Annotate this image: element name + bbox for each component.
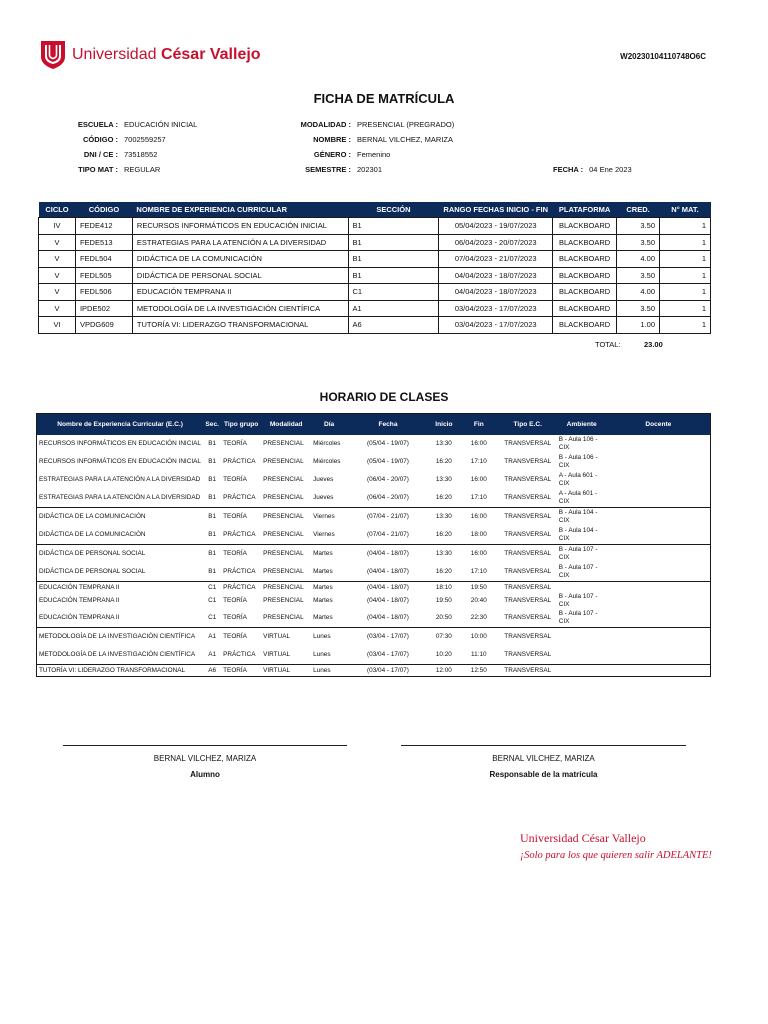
schedule-fin-cell: 11:10 xyxy=(471,651,487,658)
schedule-ambiente-cell: B - Aula 107 - CIX xyxy=(558,593,598,608)
course-rango-cell: 04/04/2023 - 18/07/2023 xyxy=(439,284,553,301)
footer-slogan: ¡Solo para los que quieren salir ADELANTE! xyxy=(520,850,712,861)
course-nombre-cell: DIDÁCTICA DE LA COMUNICACIÓN xyxy=(132,251,348,268)
course-nmat-cell: 1 xyxy=(660,284,711,301)
schedule-ec-name-cell: DIDÁCTICA DE PERSONAL SOCIAL xyxy=(37,545,204,564)
student-name: BERNAL VILCHEZ, MARIZA xyxy=(153,754,257,763)
course-cred-cell: 1.00 xyxy=(617,317,660,334)
schedule-fecha-cell: (04/04 - 18/07) xyxy=(367,568,409,575)
schedule-modalidad-cell: PRESENCIAL xyxy=(263,531,304,538)
fecha-value: 04 Ene 2023 xyxy=(589,165,632,174)
col-rango: RANGO FECHAS INICIO - FIN xyxy=(439,202,553,218)
semestre-label: SEMESTRE : xyxy=(305,165,351,174)
course-rango-cell: 03/04/2023 - 17/07/2023 xyxy=(439,317,553,334)
course-rango-cell: 03/04/2023 - 17/07/2023 xyxy=(439,300,553,317)
schedule-docente-cell xyxy=(607,646,711,665)
course-seccion-cell: A6 xyxy=(348,317,439,334)
fecha-label: FECHA : xyxy=(553,165,584,174)
schedule-sec-cell: B1 xyxy=(208,494,217,501)
course-plataforma-cell: BLACKBOARD xyxy=(553,267,617,284)
schedule-dia-cell: Miércoles xyxy=(313,458,341,465)
schedule-fecha-cell: (03/04 - 17/07) xyxy=(347,628,429,647)
schedule-ambiente-cell: B - Aula 107 - CIX xyxy=(558,610,598,625)
course-codigo-cell: IPDE502 xyxy=(75,300,132,317)
schedule-docente-cell xyxy=(607,582,711,594)
responsible-name: BERNAL VILCHEZ, MARIZA xyxy=(492,754,595,763)
course-nombre-cell: EDUCACIÓN TEMPRANA II xyxy=(132,284,348,301)
course-row xyxy=(39,317,711,334)
schedule-tipo-grupo-cell: TEORÍA xyxy=(221,545,261,564)
schedule-fecha-cell: (06/04 - 20/07) xyxy=(367,476,409,483)
modalidad-value: PRESENCIAL (PREGRADO) xyxy=(357,120,455,129)
schedule-docente-cell xyxy=(607,628,711,647)
schedule-docente-cell xyxy=(607,471,711,489)
schedule-fin-cell: 19:50 xyxy=(459,582,499,594)
course-plataforma-cell: BLACKBOARD xyxy=(553,251,617,268)
schedule-tipo-grupo-cell: PRÁCTICA xyxy=(223,568,256,575)
schedule-fin-cell: 18:00 xyxy=(470,531,487,538)
schedule-tipo-grupo-cell: PRÁCTICA xyxy=(223,494,256,501)
schedule-row xyxy=(37,526,711,545)
course-rango-cell: 04/04/2023 - 18/07/2023 xyxy=(439,267,553,284)
schedule-tipo-ec-cell: TRANSVERSAL xyxy=(504,531,552,538)
course-row xyxy=(39,267,711,284)
schedule-fecha-cell: (07/04 - 21/07) xyxy=(347,508,429,527)
schedule-tipo-ec-cell: TRANSVERSAL xyxy=(504,458,552,465)
footer-brand: Universidad César Vallejo xyxy=(520,831,646,845)
course-seccion-cell: B1 xyxy=(348,251,439,268)
course-nombre-cell: TUTORÍA VI: LIDERAZGO TRANSFORMACIONAL xyxy=(132,317,348,334)
nombre-value: BERNAL VILCHEZ, MARIZA xyxy=(357,135,453,144)
schedule-docente-cell xyxy=(607,609,711,628)
schedule-ec-name-cell: METODOLOGÍA DE LA INVESTIGACIÓN CIENTÍFICA xyxy=(37,628,204,647)
course-nombre-cell: RECURSOS INFORMÁTICOS EN EDUCACIÓN INICIAL xyxy=(132,218,348,235)
course-codigo-cell: FEDL506 xyxy=(75,284,132,301)
course-seccion-cell: B1 xyxy=(348,234,439,251)
course-row xyxy=(39,251,711,268)
course-nombre-cell: METODOLOGÍA DE LA INVESTIGACIÓN CIENTÍFICA xyxy=(132,300,348,317)
logo-wordmark: Universidad César Vallejo xyxy=(72,46,261,63)
course-plataforma-cell: BLACKBOARD xyxy=(553,317,617,334)
course-ciclo-cell: V xyxy=(39,300,76,317)
course-codigo-cell: FEDL505 xyxy=(75,267,132,284)
col-modalidad: Modalidad xyxy=(261,414,311,436)
schedule-inicio-cell: 16:20 xyxy=(435,531,452,538)
course-cred-cell: 3.50 xyxy=(617,267,660,284)
schedule-docente-cell xyxy=(607,526,711,545)
schedule-ambiente-cell: B - Aula 106 - CIX xyxy=(558,436,598,451)
schedule-row xyxy=(37,582,711,594)
schedule-fin-cell: 12:50 xyxy=(459,665,499,677)
schedule-fecha-cell: (04/04 - 18/07) xyxy=(347,582,429,594)
schedule-fecha-cell: (07/04 - 21/07) xyxy=(367,531,409,538)
schedule-tipo-ec-cell: TRANSVERSAL xyxy=(504,614,552,621)
genero-label: GÉNERO : xyxy=(313,150,351,159)
col-plataforma: PLATAFORMA xyxy=(553,202,617,218)
schedule-dia-cell: Lunes xyxy=(311,665,347,677)
schedule-modalidad-cell: PRESENCIAL xyxy=(263,494,304,501)
col-docente: Docente xyxy=(607,414,711,436)
ucv-shield-icon xyxy=(40,40,66,70)
schedule-tipo-ec-cell: TRANSVERSAL xyxy=(499,508,557,527)
schedule-dia-cell: Martes xyxy=(311,545,347,564)
schedule-tipo-ec-cell: TRANSVERSAL xyxy=(504,476,552,483)
schedule-fecha-cell: (06/04 - 20/07) xyxy=(367,494,409,501)
schedule-ambiente-cell xyxy=(557,665,607,677)
schedule-sec-cell: A6 xyxy=(203,665,221,677)
schedule-sec-cell: B1 xyxy=(208,568,217,575)
semestre-value: 202301 xyxy=(357,165,383,174)
schedule-row xyxy=(37,508,711,527)
schedule-fin-cell: 16:00 xyxy=(459,545,499,564)
course-ciclo-cell: VI xyxy=(39,317,76,334)
schedule-ambiente-cell: A - Aula 601 - CIX xyxy=(558,472,598,487)
schedule-ec-name-cell: RECURSOS INFORMÁTICOS EN EDUCACIÓN INICIAL xyxy=(39,458,201,465)
schedule-fecha-cell: (04/04 - 18/07) xyxy=(347,545,429,564)
course-ciclo-cell: V xyxy=(39,267,76,284)
schedule-ambiente-cell: B - Aula 107 - CIX xyxy=(557,545,607,564)
schedule-fin-cell: 16:00 xyxy=(470,440,487,447)
schedule-ec-name-cell: EDUCACIÓN TEMPRANA II xyxy=(37,582,204,594)
schedule-ambiente-cell: B - Aula 106 - CIX xyxy=(558,454,598,469)
dni-value: 73518552 xyxy=(124,150,158,159)
schedule-tipo-ec-cell: TRANSVERSAL xyxy=(499,545,557,564)
schedule-fecha-cell: (04/04 - 18/07) xyxy=(367,614,409,621)
schedule-fecha-cell: (03/04 - 17/07) xyxy=(367,651,409,658)
col-cred: CRED. xyxy=(617,202,660,218)
schedule-tipo-ec-cell: TRANSVERSAL xyxy=(499,582,557,594)
schedule-modalidad-cell: PRESENCIAL xyxy=(263,440,304,447)
schedule-fin-cell: 10:00 xyxy=(459,628,499,647)
course-seccion-cell: A1 xyxy=(348,300,439,317)
document-id: W20230104110748O6C xyxy=(620,52,706,61)
course-ciclo-cell: IV xyxy=(39,218,76,235)
courses-header-row xyxy=(39,202,711,218)
col-nmat: N° MAT. xyxy=(660,202,711,218)
schedule-row xyxy=(37,489,711,508)
schedule-tipo-grupo-cell: TEORÍA xyxy=(223,440,247,447)
schedule-row xyxy=(37,545,711,564)
schedule-modalidad-cell: PRESENCIAL xyxy=(263,476,304,483)
schedule-docente-cell xyxy=(607,489,711,508)
col-seccion: SECCIÓN xyxy=(348,202,439,218)
schedule-sec-cell: C1 xyxy=(203,582,221,594)
col-codigo: CÓDIGO xyxy=(75,202,132,218)
schedule-ec-name-cell: DIDÁCTICA DE PERSONAL SOCIAL xyxy=(39,568,146,575)
col-tipo-grupo: Tipo grupo xyxy=(221,414,261,436)
course-row xyxy=(39,234,711,251)
schedule-row xyxy=(37,435,711,453)
course-seccion-cell: B1 xyxy=(348,267,439,284)
schedule-docente-cell xyxy=(607,545,711,564)
schedule-ec-name-cell: RECURSOS INFORMÁTICOS EN EDUCACIÓN INICIAL xyxy=(39,440,201,447)
schedule-inicio-cell: 13:30 xyxy=(435,440,452,447)
course-codigo-cell: FEDL504 xyxy=(75,251,132,268)
schedule-dia-cell: Lunes xyxy=(311,628,347,647)
course-cred-cell: 3.50 xyxy=(617,218,660,235)
schedule-title: HORARIO DE CLASES xyxy=(319,390,449,404)
schedule-tipo-grupo-cell: TEORÍA xyxy=(223,614,247,621)
schedule-sec-cell: C1 xyxy=(208,614,217,621)
schedule-tipo-grupo-cell: PRÁCTICA xyxy=(223,531,256,538)
course-plataforma-cell: BLACKBOARD xyxy=(553,234,617,251)
schedule-ambiente-cell: B - Aula 104 - CIX xyxy=(558,527,598,542)
escuela-label: ESCUELA : xyxy=(77,120,118,129)
course-codigo-cell: FEDE513 xyxy=(75,234,132,251)
col-ambiente: Ambiente xyxy=(557,414,607,436)
schedule-tipo-ec-cell: TRANSVERSAL xyxy=(499,665,557,677)
course-rango-cell: 07/04/2023 - 21/07/2023 xyxy=(439,251,553,268)
course-nmat-cell: 1 xyxy=(660,218,711,235)
col-ciclo: CICLO xyxy=(39,202,76,218)
schedule-modalidad-cell: VIRTUAL xyxy=(261,665,311,677)
schedule-inicio-cell: 16:20 xyxy=(435,458,452,465)
schedule-table xyxy=(36,413,711,677)
course-nombre-cell: DIDÁCTICA DE PERSONAL SOCIAL xyxy=(132,267,348,284)
total-credits: 23.00 xyxy=(644,340,663,349)
schedule-tipo-grupo-cell: PRÁCTICA xyxy=(221,582,261,594)
course-plataforma-cell: BLACKBOARD xyxy=(553,300,617,317)
schedule-row xyxy=(37,646,711,665)
schedule-tipo-grupo-cell: TEORÍA xyxy=(223,597,247,604)
course-nmat-cell: 1 xyxy=(660,251,711,268)
schedule-modalidad-cell: PRESENCIAL xyxy=(263,597,304,604)
schedule-modalidad-cell: PRESENCIAL xyxy=(263,614,304,621)
schedule-modalidad-cell: PRESENCIAL xyxy=(263,458,304,465)
schedule-tipo-grupo-cell: TEORÍA xyxy=(221,628,261,647)
schedule-ambiente-cell: A - Aula 601 - CIX xyxy=(558,490,598,505)
schedule-tipo-grupo-cell: PRÁCTICA xyxy=(223,651,256,658)
course-row xyxy=(39,218,711,235)
total-label: TOTAL: xyxy=(595,340,621,349)
schedule-row xyxy=(37,563,711,582)
schedule-tipo-grupo-cell: TEORÍA xyxy=(223,476,247,483)
schedule-docente-cell xyxy=(607,593,711,609)
schedule-inicio-cell: 10:20 xyxy=(435,651,452,658)
schedule-dia-cell: Martes xyxy=(311,582,347,594)
col-dia: Día xyxy=(311,414,347,436)
schedule-dia-cell: Miércoles xyxy=(313,440,341,447)
course-ciclo-cell: V xyxy=(39,234,76,251)
course-codigo-cell: VPDG609 xyxy=(75,317,132,334)
schedule-tipo-grupo-cell: TEORÍA xyxy=(221,665,261,677)
schedule-modalidad-cell: PRESENCIAL xyxy=(261,545,311,564)
schedule-fecha-cell: (04/04 - 18/07) xyxy=(367,597,409,604)
schedule-ec-name-cell: DIDÁCTICA DE LA COMUNICACIÓN xyxy=(37,508,204,527)
schedule-sec-cell: B1 xyxy=(208,476,217,483)
courses-table xyxy=(38,202,711,334)
schedule-ec-name-cell: ESTRATEGIAS PARA LA ATENCIÓN A LA DIVERSIDAD xyxy=(39,494,201,501)
page-title: FICHA DE MATRÍCULA xyxy=(313,91,455,106)
schedule-tipo-ec-cell: TRANSVERSAL xyxy=(504,597,552,604)
col-inicio: Inicio xyxy=(429,414,459,436)
schedule-dia-cell: Jueves xyxy=(313,494,334,501)
schedule-tipo-ec-cell: TRANSVERSAL xyxy=(504,651,552,658)
modalidad-label: MODALIDAD : xyxy=(300,120,351,129)
schedule-ambiente-cell: B - Aula 107 - CIX xyxy=(558,564,598,579)
course-plataforma-cell: BLACKBOARD xyxy=(553,284,617,301)
course-ciclo-cell: V xyxy=(39,284,76,301)
col-ec-name: Nombre de Experiencia Curricular (E.C.) xyxy=(37,414,204,436)
schedule-fin-cell: 20:40 xyxy=(470,597,487,604)
course-nmat-cell: 1 xyxy=(660,267,711,284)
schedule-tipo-ec-cell: TRANSVERSAL xyxy=(504,494,552,501)
schedule-inicio-cell: 16:20 xyxy=(435,494,452,501)
codigo-value: 7002559257 xyxy=(124,135,166,144)
codigo-label: CÓDIGO : xyxy=(83,135,118,144)
schedule-row xyxy=(37,593,711,609)
schedule-inicio-cell: 16:20 xyxy=(435,568,452,575)
schedule-row xyxy=(37,453,711,471)
schedule-fecha-cell: (05/04 - 19/07) xyxy=(367,458,409,465)
course-nmat-cell: 1 xyxy=(660,234,711,251)
schedule-ambiente-cell: B - Aula 104 - CIX xyxy=(557,508,607,527)
schedule-fecha-cell: (05/04 - 19/07) xyxy=(367,440,409,447)
schedule-row xyxy=(37,609,711,628)
schedule-inicio-cell: 20:50 xyxy=(435,614,452,621)
schedule-fin-cell: 17:10 xyxy=(470,458,487,465)
tipo-mat-label: TIPO MAT : xyxy=(78,165,118,174)
schedule-dia-cell: Lunes xyxy=(313,651,331,658)
schedule-ec-name-cell: EDUCACIÓN TEMPRANA II xyxy=(39,597,120,604)
schedule-inicio-cell: 13:30 xyxy=(435,476,452,483)
course-row xyxy=(39,300,711,317)
course-nmat-cell: 1 xyxy=(660,300,711,317)
schedule-header-row xyxy=(37,414,711,436)
schedule-dia-cell: Martes xyxy=(313,597,333,604)
schedule-docente-cell xyxy=(607,665,711,677)
schedule-row xyxy=(37,628,711,647)
schedule-modalidad-cell: VIRTUAL xyxy=(261,628,311,647)
schedule-inicio-cell: 12:00 xyxy=(429,665,459,677)
student-role: Alumno xyxy=(190,770,220,779)
schedule-docente-cell xyxy=(607,435,711,453)
schedule-modalidad-cell: PRESENCIAL xyxy=(261,582,311,594)
tipo-mat-value: REGULAR xyxy=(124,165,161,174)
course-row xyxy=(39,284,711,301)
course-cred-cell: 4.00 xyxy=(617,251,660,268)
info-right-column xyxy=(293,117,454,177)
schedule-fin-cell: 16:00 xyxy=(470,476,487,483)
schedule-tipo-ec-cell: TRANSVERSAL xyxy=(504,568,552,575)
course-cred-cell: 3.50 xyxy=(617,300,660,317)
schedule-modalidad-cell: PRESENCIAL xyxy=(261,508,311,527)
course-seccion-cell: B1 xyxy=(348,218,439,235)
responsible-role: Responsable de la matrícula xyxy=(489,770,598,779)
course-plataforma-cell: BLACKBOARD xyxy=(553,218,617,235)
schedule-ec-name-cell: ESTRATEGIAS PARA LA ATENCIÓN A LA DIVERSIDAD xyxy=(39,476,201,483)
schedule-row xyxy=(37,471,711,489)
info-left-column xyxy=(68,117,197,177)
course-codigo-cell: FEDE412 xyxy=(75,218,132,235)
schedule-inicio-cell: 07:30 xyxy=(429,628,459,647)
course-rango-cell: 05/04/2023 - 19/07/2023 xyxy=(439,218,553,235)
schedule-sec-cell: C1 xyxy=(208,597,217,604)
schedule-docente-cell xyxy=(607,508,711,527)
schedule-sec-cell: B1 xyxy=(208,440,217,447)
university-logo xyxy=(40,40,261,70)
course-cred-cell: 3.50 xyxy=(617,234,660,251)
schedule-ec-name-cell: METODOLOGÍA DE LA INVESTIGACIÓN CIENTÍFICA xyxy=(39,651,196,658)
schedule-fin-cell: 22:30 xyxy=(470,614,487,621)
col-sec: Sec. xyxy=(203,414,221,436)
schedule-fin-cell: 17:10 xyxy=(470,568,487,575)
schedule-modalidad-cell: VIRTUAL xyxy=(263,651,291,658)
course-rango-cell: 06/04/2023 - 20/07/2023 xyxy=(439,234,553,251)
schedule-sec-cell: B1 xyxy=(208,531,217,538)
escuela-value: EDUCACIÓN INICIAL xyxy=(124,120,198,129)
course-seccion-cell: C1 xyxy=(348,284,439,301)
schedule-fin-cell: 16:00 xyxy=(459,508,499,527)
schedule-sec-cell: B1 xyxy=(208,458,217,465)
schedule-dia-cell: Viernes xyxy=(311,508,347,527)
schedule-inicio-cell: 19:50 xyxy=(435,597,452,604)
schedule-dia-cell: Jueves xyxy=(313,476,334,483)
schedule-row xyxy=(37,665,711,677)
schedule-ambiente-cell xyxy=(557,628,607,647)
col-tipo-ec: Tipo E.C. xyxy=(499,414,557,436)
schedule-tipo-ec-cell: TRANSVERSAL xyxy=(499,628,557,647)
schedule-sec-cell: B1 xyxy=(203,508,221,527)
schedule-inicio-cell: 18:10 xyxy=(429,582,459,594)
schedule-docente-cell xyxy=(607,563,711,582)
schedule-tipo-ec-cell: TRANSVERSAL xyxy=(504,440,552,447)
schedule-sec-cell: A1 xyxy=(203,628,221,647)
responsible-signature-line xyxy=(401,745,686,746)
schedule-inicio-cell: 13:30 xyxy=(429,545,459,564)
schedule-ec-name-cell: TUTORÍA VI: LIDERAZGO TRANSFORMACIONAL xyxy=(37,665,204,677)
col-nombre: NOMBRE DE EXPERIENCIA CURRICULAR xyxy=(132,202,348,218)
schedule-docente-cell xyxy=(607,453,711,471)
genero-value: Femenino xyxy=(357,150,391,159)
schedule-fecha-cell: (03/04 - 17/07) xyxy=(347,665,429,677)
schedule-tipo-grupo-cell: PRÁCTICA xyxy=(223,458,256,465)
schedule-fin-cell: 17:10 xyxy=(470,494,487,501)
nombre-label: NOMBRE : xyxy=(313,135,351,144)
col-fecha: Fecha xyxy=(347,414,429,436)
schedule-sec-cell: B1 xyxy=(203,545,221,564)
schedule-ec-name-cell: DIDÁCTICA DE LA COMUNICACIÓN xyxy=(39,531,146,538)
schedule-inicio-cell: 13:30 xyxy=(429,508,459,527)
schedule-ec-name-cell: EDUCACIÓN TEMPRANA II xyxy=(39,614,120,621)
schedule-modalidad-cell: PRESENCIAL xyxy=(263,568,304,575)
schedule-ambiente-cell xyxy=(557,646,607,665)
course-nmat-cell: 1 xyxy=(660,317,711,334)
schedule-tipo-grupo-cell: TEORÍA xyxy=(221,508,261,527)
schedule-dia-cell: Viernes xyxy=(313,531,335,538)
fecha-field xyxy=(553,162,632,177)
schedule-sec-cell: A1 xyxy=(208,651,217,658)
schedule-ambiente-cell xyxy=(557,582,607,594)
course-cred-cell: 4.00 xyxy=(617,284,660,301)
course-nombre-cell: ESTRATEGIAS PARA LA ATENCIÓN A LA DIVERSIDAD xyxy=(132,234,348,251)
course-ciclo-cell: V xyxy=(39,251,76,268)
schedule-dia-cell: Martes xyxy=(313,614,333,621)
schedule-dia-cell: Martes xyxy=(313,568,333,575)
col-fin: Fin xyxy=(459,414,499,436)
student-signature-line xyxy=(63,745,347,746)
dni-label: DNI / CE : xyxy=(83,150,118,159)
